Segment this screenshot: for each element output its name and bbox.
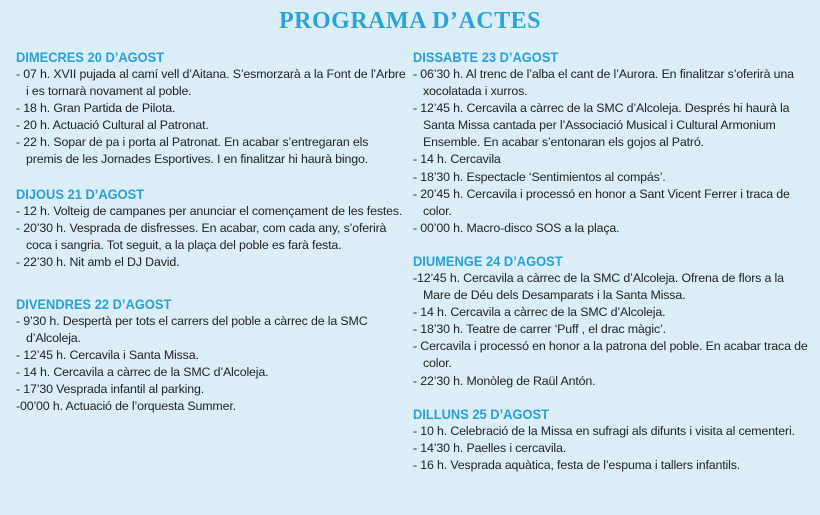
event-item: - 20’30 h. Vesprada de disfresses. En acabar, com cada any, s’oferirà coca i sangria. Tot seguit, a la plaça del poble es farà festa. xyxy=(16,220,387,252)
event-list xyxy=(16,66,406,169)
day-heading: DIVENDRES 22 D’AGOST xyxy=(16,295,172,312)
event-item: - 17’30 Vesprada infantil al parking. xyxy=(16,382,205,397)
page-title: PROGRAMA D’ACTES xyxy=(278,8,541,34)
event-item: - 9’30 h. Despertà per tots el carrers del poble a càrrec de la SMC d’Alcoleja. xyxy=(16,313,368,346)
event-item: - 12 h. Volteig de campanes per anunciar el començament de les festes. xyxy=(16,203,403,218)
event-item: - 16 h. Vesprada aquàtica, festa de l’espuma i tallers infantils. xyxy=(413,457,741,472)
event-item: - 20’45 h. Cercavila i processó en honor a Sant Vicent Ferrer i traca de color. xyxy=(413,186,790,218)
event-item: -12’45 h. Cercavila a càrrec de la SMC d’Alcoleja. Ofrena de flors a la Mare de Déu dels Desamparats i la Santa Missa. xyxy=(413,270,784,303)
event-list xyxy=(413,423,813,474)
event-item: - 14’30 h. Paelles i cercavila. xyxy=(413,440,567,455)
event-item: - Cercavila i processó en honor a la patrona del poble. En acabar traca de color. xyxy=(413,339,808,371)
day-heading: DIUMENGE 24 D’AGOST xyxy=(413,252,563,269)
day-section-wednesday xyxy=(16,49,406,169)
event-item: - 10 h. Celebració de la Missa en sufragi als difunts i visita al cementeri. xyxy=(413,423,795,438)
event-list xyxy=(413,66,813,237)
day-section-monday xyxy=(413,406,813,474)
event-item: - 22’30 h. Monòleg de Raül Antón. xyxy=(413,373,596,388)
event-list xyxy=(16,203,406,271)
day-heading: DILLUNS 25 D’AGOST xyxy=(413,405,549,422)
event-item: - 18’30 h. Teatre de carrer ‘Puff , el drac màgic’. xyxy=(413,322,666,337)
event-item: - 00’00 h. Macro-disco SOS a la plaça. xyxy=(413,220,620,235)
left-column xyxy=(16,49,406,416)
event-item: - 06’30 h. Al trenc de l’alba el cant de l’Aurora. En finalitzar s’oferirà una xocolatada i xurros. xyxy=(413,67,794,99)
day-section-thursday xyxy=(16,186,406,271)
day-section-sunday xyxy=(413,253,813,390)
day-heading: DISSABTE 23 D’AGOST xyxy=(413,49,559,65)
day-heading: DIJOUS 21 D’AGOST xyxy=(16,185,145,202)
right-column xyxy=(413,49,813,474)
event-list xyxy=(16,313,406,416)
day-section-saturday xyxy=(413,49,813,237)
event-item: - 18 h. Gran Partida de Pilota. xyxy=(16,101,176,116)
event-item: - 20 h. Actuació Cultural al Patronat. xyxy=(16,118,209,133)
event-item: - 22 h. Sopar de pa i porta al Patronat. En acabar s’entregaran els premis de les Jornades Esportives. I en finalitzar hi haurà bingo. xyxy=(16,135,369,167)
event-item: - 22’30 h. Nit amb el DJ David. xyxy=(16,254,180,269)
day-heading: DIMECRES 20 D’AGOST xyxy=(16,49,165,65)
event-item: - 14 h. Cercavila xyxy=(413,152,501,167)
event-item: - 12’45 h. Cercavila a càrrec de la SMC d’Alcoleja. Després hi haurà la Santa Missa cantada per l’Associació Musical i Cultural Armonium Ensemble. En acabar s’entonaran els gojos al Patró. xyxy=(413,101,790,150)
event-item: - 14 h. Cercavila a càrrec de la SMC d’Alcoleja. xyxy=(413,305,666,320)
event-item: - 07 h. XVII pujada al camí vell d’Aitana. S’esmorzarà a la Font de l’Arbre i es tornarà novament al poble. xyxy=(16,67,406,99)
event-list xyxy=(413,270,813,390)
day-section-friday xyxy=(16,296,406,416)
event-item: -00’00 h. Actuació de l’orquesta Summer. xyxy=(16,399,236,414)
event-item: - 14 h. Cercavila a càrrec de la SMC d’Alcoleja. xyxy=(16,365,269,380)
event-item: - 18’30 h. Espectacle ‘Sentimientos al compás’. xyxy=(413,169,666,184)
event-item: - 12’45 h. Cercavila i Santa Missa. xyxy=(16,348,199,363)
